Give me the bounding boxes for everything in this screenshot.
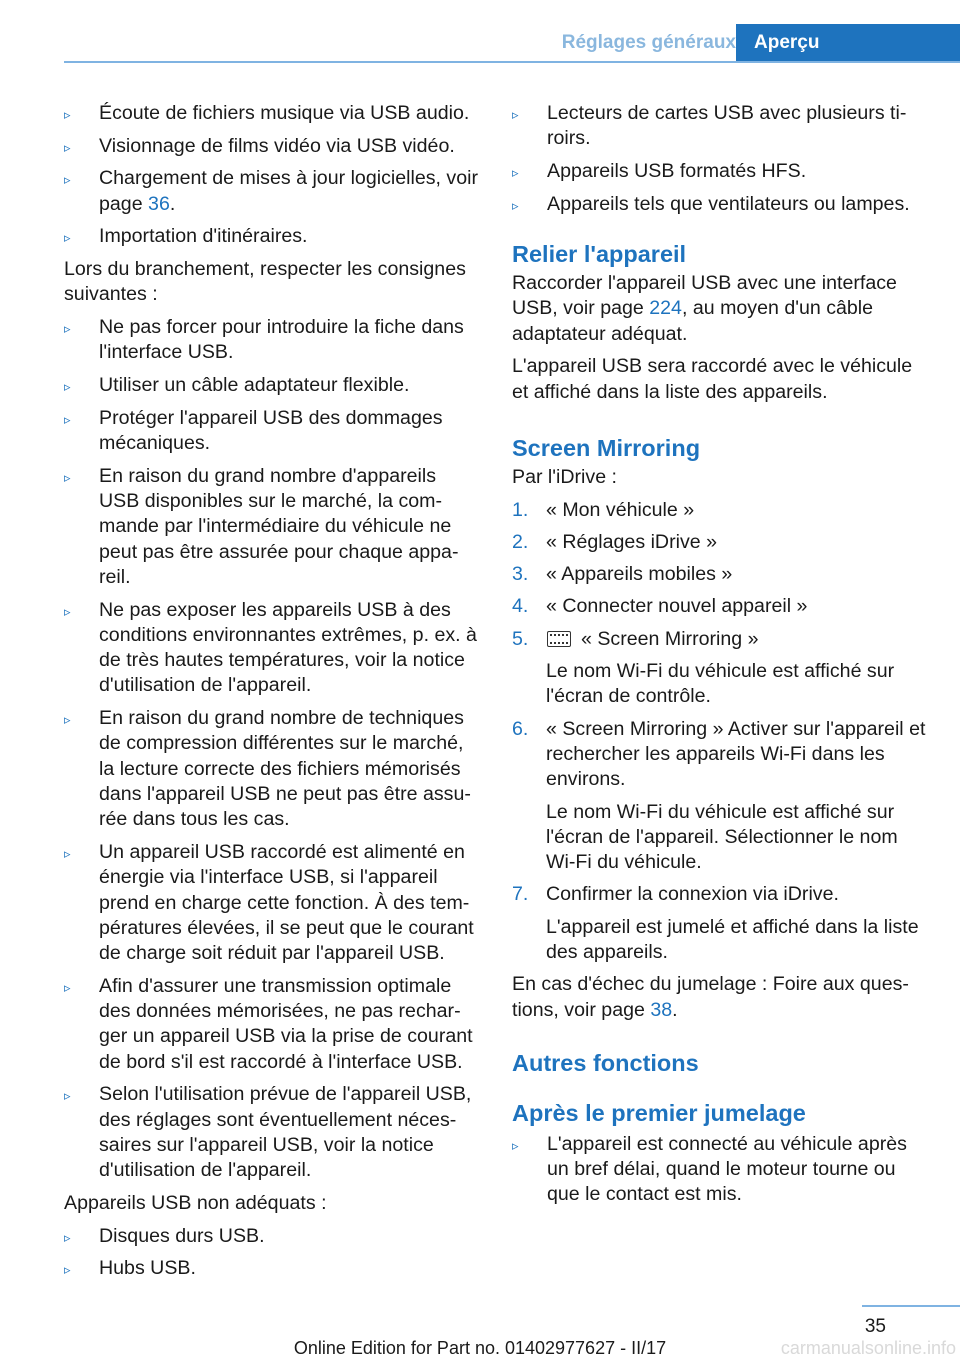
step-text: Confirmer la connexion via iDrive. [546, 883, 839, 906]
unsuitable-intro: Appareils USB non adéquats : [64, 1192, 327, 1215]
step-item [512, 717, 926, 793]
page-link-224[interactable]: 224 [649, 297, 682, 320]
section-title: Réglages généraux [561, 32, 736, 53]
step-text: « Screen Mirroring » Activer sur l'appareil et rechercher les appareils Wi-Fi dans les environs. [546, 717, 926, 791]
watermark: carmanualsonline.info [780, 1338, 956, 1358]
list-item [64, 974, 478, 1075]
list-item-text: Appareils tels que ventilateurs ou lampes. [547, 192, 910, 215]
step-note: L'appareil est jumelé et affiché dans la liste des appareils. [546, 915, 919, 963]
triangle-bullet-icon: ▹ [64, 107, 71, 122]
connect-text-end: , au moyen d'un câble adaptateur adéquat. [512, 297, 874, 345]
list-item-text: Ne pas exposer les appareils USB à des conditions environnantes extrêmes, p. ex. à de très hautes températures, voir la notice d'utilisation de l'appareil. [99, 598, 477, 697]
connect-text: Raccorder l'appareil USB avec une interface USB, voir page [512, 271, 897, 320]
page-number: 35 [864, 1316, 886, 1337]
list-item-text: Utiliser un câble adaptateur flexible. [99, 374, 410, 397]
step-number: 3. [512, 563, 529, 586]
list-item [64, 706, 478, 832]
list-item-text: Appareils USB formatés HFS. [547, 159, 807, 182]
triangle-bullet-icon: ▹ [64, 1229, 71, 1245]
step-number: 7. [512, 883, 529, 906]
triangle-bullet-icon: ▹ [64, 603, 71, 619]
list-item [64, 101, 478, 126]
step-number: 6. [512, 717, 529, 740]
list-item-text: Chargement de mises à jour logicielles, voir page [99, 167, 478, 215]
list-item-text: Un appareil USB raccordé est alimenté en énergie via l'interface USB, si l'appareil prend en charge cette fonction. À des températures élevées, il se peut que le courant de charge soit réduit par l'appareil USB. [99, 841, 474, 965]
page-link-36[interactable]: 36 [148, 192, 170, 215]
heading-other-functions: Autres fonctions [512, 1049, 699, 1076]
punctuation: . [672, 998, 678, 1021]
triangle-bullet-icon: ▹ [64, 321, 71, 337]
list-item [64, 598, 478, 699]
list-item [512, 159, 926, 184]
idrive-intro: Par l'iDrive : [512, 465, 617, 488]
edition-note: Online Edition for Part no. 01402977627 - II/17 [293, 1338, 667, 1358]
tab-apercu: Aperçu [736, 24, 960, 61]
step-note: Le nom Wi-Fi du véhicule est affiché sur l'écran de l'appareil. Sélectionner le nom Wi-Fi du véhicule. [546, 800, 898, 874]
step-text: « Appareils mobiles » [546, 563, 733, 586]
step-text: « Connecter nouvel appareil » [546, 595, 808, 618]
step-number: 5. [512, 627, 529, 650]
connect-paragraph [512, 271, 926, 347]
list-item-text: L'appareil est connecté au véhicule après un bref délai, quand le moteur tourne ou que le contact est mis. [547, 1132, 907, 1206]
triangle-bullet-icon: ▹ [64, 411, 71, 427]
right-column [512, 101, 926, 1215]
list-item-text: Lecteurs de cartes USB avec plusieurs tiroirs. [547, 102, 907, 150]
step-item [512, 562, 926, 587]
list-item [64, 1224, 478, 1249]
list-item-text: Importation d'itinéraires. [99, 225, 308, 248]
step-item [512, 498, 926, 523]
triangle-bullet-icon: ▹ [512, 197, 519, 213]
triangle-bullet-icon: ▹ [64, 1088, 71, 1104]
list-item-text: Écoute de fichiers musique via USB audio. [99, 102, 470, 124]
step-number: 4. [512, 595, 529, 618]
list-item [512, 192, 926, 217]
triangle-bullet-icon: ▹ [64, 469, 71, 485]
footer-rule [862, 1305, 960, 1307]
step-number: 2. [512, 530, 529, 553]
triangle-bullet-icon: ▹ [64, 379, 71, 395]
triangle-bullet-icon: ▹ [512, 107, 519, 122]
list-item [64, 464, 478, 590]
step-item [512, 627, 926, 652]
list-item [64, 315, 478, 366]
list-item [512, 101, 926, 152]
triangle-bullet-icon: ▹ [64, 712, 71, 728]
header-rule [64, 61, 960, 63]
list-item-text: Ne pas forcer pour introduire la fiche dans l'interface USB. [99, 316, 464, 364]
list-item-text: Visionnage de films vidéo via USB vidéo. [99, 134, 455, 157]
list-item-text: En raison du grand nombre de techniques de compression différentes sur le marché, la lecture correcte des fichiers mémorisés dans l'appareil USB ne peut pas être assurée dans tous les cas. [99, 707, 471, 831]
punctuation: . [169, 192, 176, 215]
list-item-text: Disques durs USB. [99, 1224, 265, 1247]
connect-result-paragraph: L'appareil USB sera raccordé avec le véhicule et affiché dans la liste des appareils. [512, 355, 913, 403]
list-item-text: En raison du grand nombre d'appareils USB disponibles sur le marché, la commande par l'intermédiaire du véhicule ne peut pas être assurée pour chaque appareil. [99, 464, 459, 588]
list-item [64, 166, 478, 217]
list-item [64, 1082, 478, 1183]
triangle-bullet-icon: ▹ [64, 230, 71, 246]
triangle-bullet-icon: ▹ [512, 164, 519, 180]
list-item-text: Hubs USB. [99, 1257, 196, 1280]
triangle-bullet-icon: ▹ [64, 846, 71, 862]
pairing-failure-paragraph [512, 972, 926, 1023]
triangle-bullet-icon: ▹ [64, 979, 71, 995]
heading-after-first-pairing: Après le premier jumelage [512, 1099, 806, 1126]
heading-connect-device: Relier l'appareil [512, 240, 687, 267]
left-column [64, 101, 478, 1289]
list-item-text: Protéger l'appareil USB des dommages mécaniques. [99, 406, 443, 454]
connection-intro: Lors du branchement, respecter les consignes suivantes : [64, 258, 466, 306]
triangle-bullet-icon: ▹ [64, 139, 71, 155]
triangle-bullet-icon: ▹ [64, 1262, 71, 1278]
step-note: Le nom Wi-Fi du véhicule est affiché sur l'écran de contrôle. [546, 660, 895, 708]
failure-text: En cas d'échec du jumelage : Foire aux questions, voir page [512, 973, 909, 1021]
heading-screen-mirroring: Screen Mirroring [512, 434, 701, 461]
screen-mirroring-icon [547, 631, 571, 647]
step-text: « Réglages iDrive » [546, 530, 717, 553]
list-item [64, 373, 478, 398]
page-link-38[interactable]: 38 [650, 998, 673, 1021]
list-item [64, 406, 478, 457]
step-text: « Screen Mirroring » [581, 627, 759, 650]
step-number: 1. [512, 498, 529, 521]
list-item-text: Afin d'assurer une transmission optimale des données mémorisées, ne pas recharger un appareil USB via la prise de courant de bord s'il est raccordé à l'interface USB. [99, 974, 473, 1073]
list-item [64, 134, 478, 159]
list-item [64, 1256, 478, 1281]
list-item [64, 224, 478, 249]
step-item [512, 594, 926, 619]
step-text: « Mon véhicule » [546, 498, 695, 521]
triangle-bullet-icon: ▹ [512, 1137, 519, 1153]
step-item [512, 882, 926, 907]
list-item-text: Selon l'utilisation prévue de l'appareil USB, des réglages sont éventuellement nécessaires sur l'appareil USB, voir la notice d'utilisation de l'appareil. [99, 1083, 472, 1182]
list-item [64, 840, 478, 966]
step-item [512, 530, 926, 555]
list-item [512, 1132, 926, 1208]
triangle-bullet-icon: ▹ [64, 172, 71, 188]
